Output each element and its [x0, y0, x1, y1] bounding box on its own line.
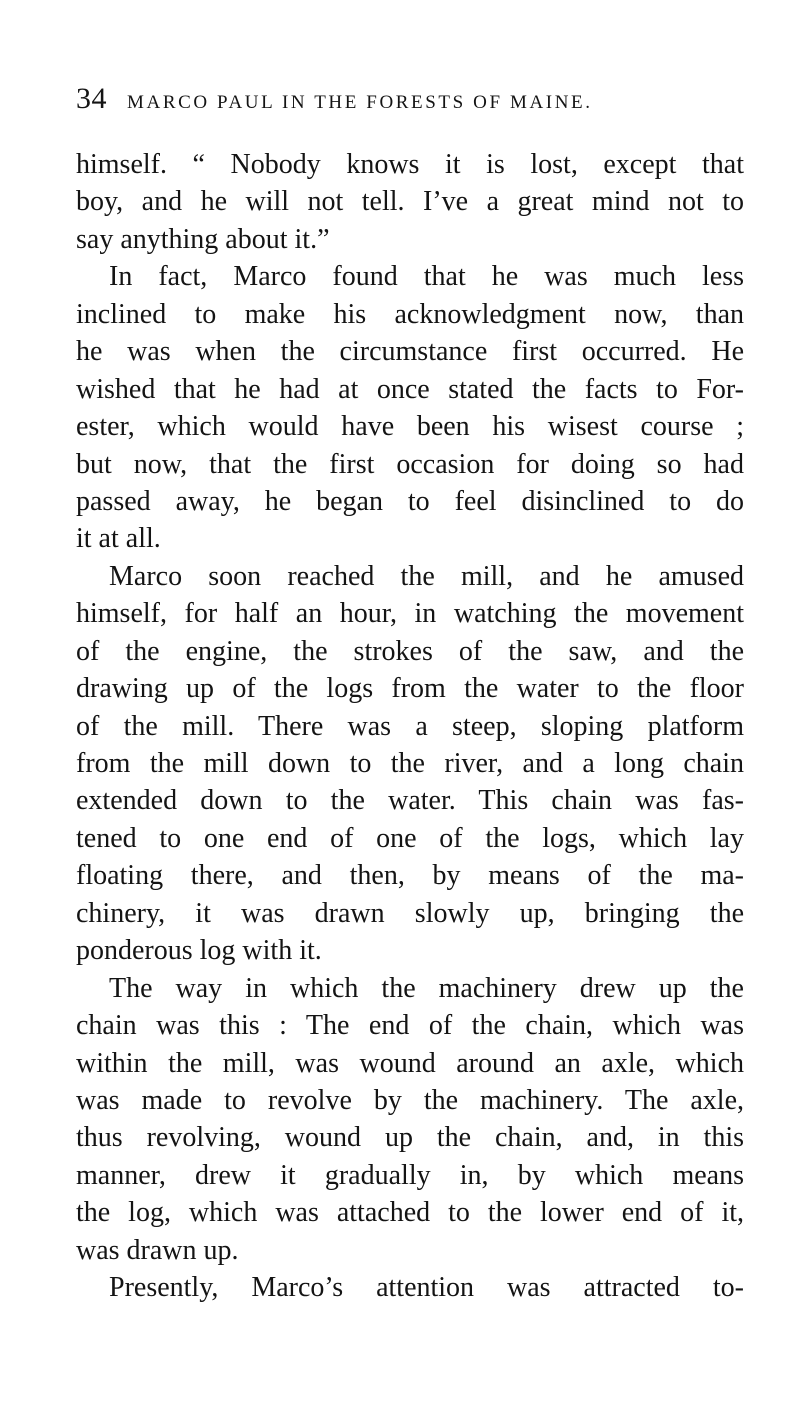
- text-line: tened to one end of one of the logs, which lay: [76, 822, 744, 854]
- text-line: boy, and he will not tell. I’ve a great mind not to: [76, 186, 744, 218]
- text-line: of the mill. There was a steep, sloping platform: [76, 710, 744, 742]
- text-line: inclined to make his acknowledgment now, than: [76, 298, 744, 330]
- text-line: of the engine, the strokes of the saw, and the: [76, 635, 744, 667]
- text-line: chinery, it was drawn slowly up, bringing the: [76, 897, 744, 929]
- paragraph-start-line: Marco soon reached the mill, and he amused: [109, 560, 744, 592]
- text-line: wished that he had at once stated the facts to For-: [76, 373, 744, 405]
- text-line: extended down to the water. This chain was fas-: [76, 785, 744, 817]
- text-line: within the mill, was wound around an axle, which: [76, 1047, 744, 1079]
- text-line: from the mill down to the river, and a long chain: [76, 748, 744, 779]
- text-line: was made to revolve by the machinery. The axle,: [76, 1084, 744, 1116]
- text-line: ponderous log with it.: [76, 935, 322, 967]
- paragraph-start-line: The way in which the machinery drew up the: [109, 972, 744, 1004]
- text-line: the log, which was attached to the lower end of it,: [76, 1197, 744, 1229]
- text-line: himself, for half an hour, in watching the movement: [76, 598, 744, 630]
- text-line: passed away, he began to feel disinclined to do: [76, 485, 744, 517]
- page-header: [76, 82, 756, 118]
- body-text: [76, 146, 744, 1307]
- paragraph-start-line: In fact, Marco found that he was much less: [109, 261, 744, 293]
- text-line: was drawn up.: [76, 1234, 239, 1266]
- running-title: MARCO PAUL IN THE FORESTS OF MAINE.: [127, 92, 593, 113]
- text-line: it at all.: [76, 523, 161, 555]
- text-line: chain was this : The end of the chain, which was: [76, 1010, 744, 1042]
- text-line: himself. “ Nobody knows it is lost, except that: [76, 149, 744, 180]
- text-line: ester, which would have been his wisest course ;: [76, 411, 744, 443]
- paragraph-start-line: Presently, Marco’s attention was attracted to-: [109, 1272, 744, 1304]
- text-line: he was when the circumstance first occurred. He: [76, 336, 744, 368]
- text-line: floating there, and then, by means of the ma-: [76, 860, 744, 892]
- text-line: thus revolving, wound up the chain, and, in this: [76, 1122, 744, 1154]
- text-line: but now, that the first occasion for doing so had: [76, 448, 744, 480]
- text-line: drawing up of the logs from the water to the floor: [76, 673, 744, 705]
- text-line: manner, drew it gradually in, by which means: [76, 1159, 744, 1191]
- page-number: 34: [76, 82, 107, 115]
- text-line: say anything about it.”: [76, 223, 330, 255]
